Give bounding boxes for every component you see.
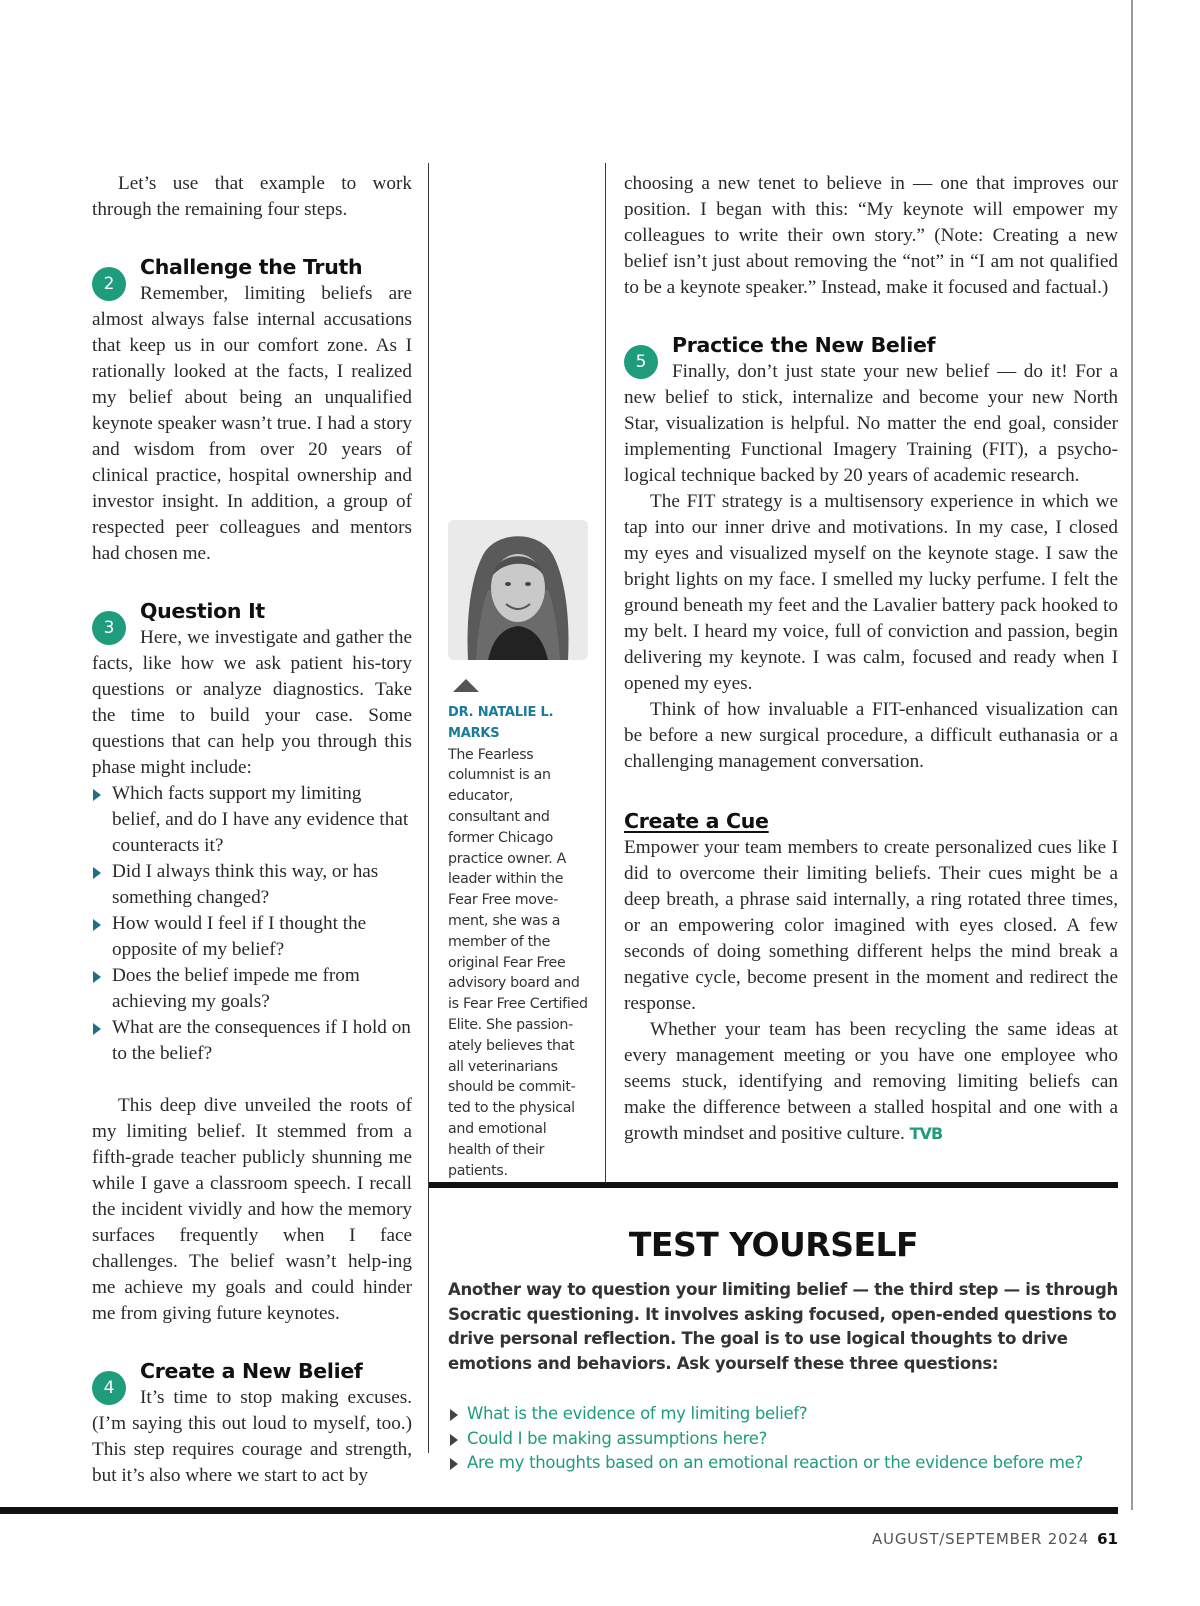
step-3-badge: 3 xyxy=(92,611,126,645)
test-yourself-rule xyxy=(429,1182,1118,1188)
fit-paragraph: The FIT strategy is a multisensory experience in which we tap into our inner drive and motivations. In my case, I closed my eyes and visualized myself on the keynote stage. I saw the bright lights on my face. I smelled my lucky perfume. I felt the ground beneath my feet and the Lavalier battery pack hooked to my belt. I heard my voice, full of conviction and passion, begin delivering my keynote. I was calm, focused and ready when I opened my eyes. xyxy=(624,491,1118,694)
step-5-body: Finally, don’t just state your new belief — do it! For a new belief to stick, internalize and become your new North Star, visualization is helpful. No matter the end goal, consider implementing Functional Imagery Training (FIT), a psycho-logical technique backed by 20 years of academic research. xyxy=(624,361,1118,486)
author-bio-text: The Fearless columnist is an educator, consultant and former Chicago practice owner. A leader within the Fear Free move-ment, she was a member of the original Fear Free advisory board and is Fear Free Certified Elite. She passion-ately believes that all veterinarians should be commit-ted to the physical and emotional health of their patients. xyxy=(448,746,588,1179)
issue-date: AUGUST/SEPTEMBER 2024 xyxy=(871,1530,1090,1548)
list-item: Did I always think this way, or has something changed? xyxy=(92,859,412,911)
step-5-title: Practice the New Belief xyxy=(672,333,936,357)
list-item: Does the belief impede me from achieving my goals? xyxy=(92,963,412,1015)
page-number: 61 xyxy=(1097,1530,1118,1548)
bullet-triangle-icon xyxy=(93,789,101,801)
create-cue-title: Create a Cue xyxy=(624,809,769,833)
step-5-heading xyxy=(624,331,1118,372)
author-portrait-image xyxy=(448,520,588,660)
list-item: Could I be making assumptions here? xyxy=(448,1427,1118,1452)
test-yourself-question-list xyxy=(448,1402,1118,1476)
bullet-triangle-icon xyxy=(450,1409,458,1421)
intro-paragraph: Let’s use that example to work through the remaining four steps. xyxy=(92,173,412,220)
list-item: What is the evidence of my limiting belief? xyxy=(448,1402,1118,1427)
author-photo xyxy=(448,520,588,660)
bullet-triangle-icon xyxy=(450,1458,458,1470)
closing-paragraph: Whether your team has been recycling the same ideas at every management meeting or you have one employee who seems stuck, identifying and removing limiting beliefs can make the difference between a stalled hospital and one with a growth mindset and positive culture. TVB xyxy=(624,1019,1118,1144)
list-item: Which facts support my limiting belief, and do I have any evidence that counteracts it? xyxy=(92,781,412,859)
step-2-heading xyxy=(92,253,412,294)
step-2-badge: 2 xyxy=(92,267,126,301)
bullet-triangle-icon xyxy=(93,1023,101,1035)
left-column xyxy=(92,171,412,1489)
step-3-question-list xyxy=(92,781,412,1067)
footer-rule xyxy=(0,1507,1118,1514)
step-4-title: Create a New Belief xyxy=(140,1359,363,1383)
list-item: How would I feel if I thought the opposite of my belief? xyxy=(92,911,412,963)
bullet-triangle-icon xyxy=(450,1434,458,1446)
page-edge-line xyxy=(1131,0,1133,1510)
bullet-triangle-icon xyxy=(93,971,101,983)
author-name: DR. NATALIE L. MARKS xyxy=(448,705,554,741)
step-4-badge: 4 xyxy=(92,1371,126,1405)
step-3-title: Question It xyxy=(140,599,265,623)
column-divider-right xyxy=(605,163,606,1182)
think-paragraph: Think of how invaluable a FIT-enhanced visualization can be before a new surgical procedure, a difficult euthanasia or a challenging management conversation. xyxy=(624,699,1118,772)
bullet-triangle-icon xyxy=(93,919,101,931)
step-2-body: Remember, limiting beliefs are almost always false internal accusations that keep us in our comfort zone. As I rationally looked at the facts, I realized my belief about being an unqualified keynote speaker wasn’t true. I had a story and wisdom from over 20 years of clinical practice, hospital ownership and investor insight. In addition, a group of respected peer colleagues and mentors had chosen me. xyxy=(92,283,412,564)
step-5-badge: 5 xyxy=(624,345,658,379)
tvb-end-mark: TVB xyxy=(909,1124,943,1143)
step-4-body: It’s time to stop making excuses. (I’m saying this out loud to myself, too.) This step requires courage and strength, but it’s also where we start to act by xyxy=(92,1387,412,1486)
right-column xyxy=(624,171,1118,1147)
continuation-paragraph: choosing a new tenet to believe in — one that improves our position. I began with this: “My keynote will empower my colleagues to write their own story.” (Note: Creating a new belief isn’t just about removing the “not” in “I am not qualified to be a keynote speaker.” Instead, make it focused and factual.) xyxy=(624,173,1118,298)
create-cue-body: Empower your team members to create personalized cues like I did to overcome their limiting beliefs. Their cues might be a deep breath, a phrase said internally, a ring rotated three times, or an empowering color imagined with eyes closed. A few seconds of doing something different helps the mind break a negative cycle, become present in the moment and redirect the response. xyxy=(624,837,1118,1014)
step-3-body: Here, we investigate and gather the facts, like how we ask patient his-tory questions or analyze diagnostics. Take the time to build your case. Some questions that can help you through this phase might include: xyxy=(92,627,412,778)
page-footer xyxy=(872,1530,1118,1548)
step-3-heading xyxy=(92,597,412,638)
test-yourself-title: TEST YOURSELF xyxy=(628,1225,919,1264)
author-bio xyxy=(448,703,588,1181)
deep-dive-paragraph: This deep dive unveiled the roots of my limiting belief. It stemmed from a fifth-grade teacher publicly shunning me while I gave a classroom speech. I recall the incident vividly and how the memory surfaces frequently when I face challenges. The belief wasn’t help-ing me achieve my goals and could hinder me from giving future keynotes. xyxy=(92,1095,412,1324)
up-arrow-icon xyxy=(453,679,479,692)
test-yourself-intro: Another way to question your limiting belief — the third step — is through Socratic questioning. It involves asking focused, open-ended questions to drive personal reflection. The goal is to use logical thoughts to drive emotions and behaviors. Ask yourself these three questions: xyxy=(448,1280,1118,1373)
step-4-heading xyxy=(92,1357,412,1398)
bullet-triangle-icon xyxy=(93,867,101,879)
step-2-title: Challenge the Truth xyxy=(140,255,363,279)
list-item: What are the consequences if I hold on to the belief? xyxy=(92,1015,412,1067)
list-item: Are my thoughts based on an emotional reaction or the evidence before me? xyxy=(448,1451,1118,1476)
